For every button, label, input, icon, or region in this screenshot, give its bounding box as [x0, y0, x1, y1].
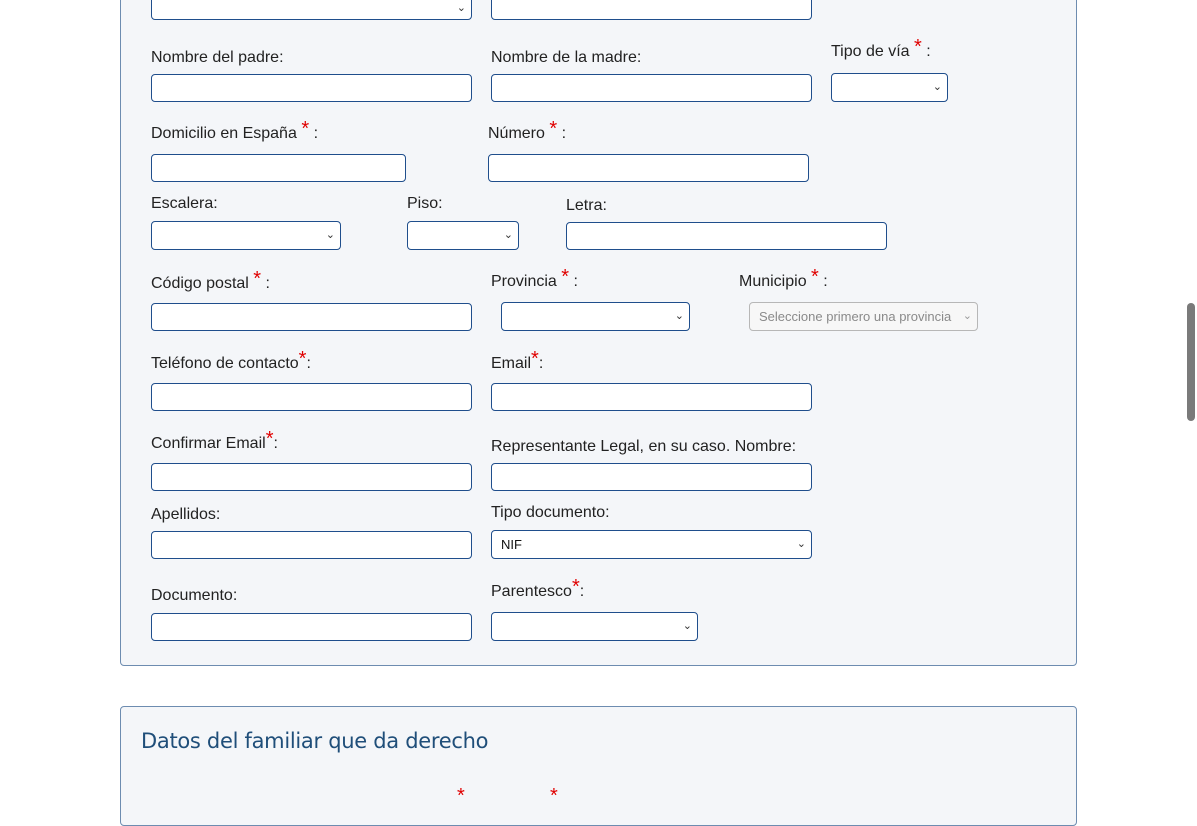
colon: :	[273, 435, 278, 452]
kinship-select[interactable]	[491, 612, 698, 641]
required-mark: *	[531, 348, 539, 370]
province-label-text: Provincia	[491, 273, 557, 290]
kinship-label	[491, 576, 585, 601]
family-member-panel	[120, 706, 1077, 826]
street-type-label	[831, 36, 931, 61]
mother-name-label: Nombre de la madre:	[491, 49, 642, 66]
top-input[interactable]	[491, 0, 812, 20]
required-mark: *	[914, 36, 922, 58]
email-input[interactable]	[491, 383, 812, 411]
father-name-input[interactable]	[151, 74, 472, 102]
doc-type-label: Tipo documento:	[491, 504, 610, 521]
colon: :	[538, 355, 544, 372]
province-label	[491, 266, 578, 291]
street-type-select[interactable]	[831, 73, 948, 102]
top-select[interactable]	[151, 0, 472, 20]
required-mark: *	[571, 576, 580, 598]
chevron-down-icon: ⌄	[682, 620, 692, 632]
required-mark: *	[457, 785, 465, 807]
colon: :	[313, 125, 319, 142]
document-label: Documento:	[151, 587, 238, 604]
required-mark: *	[301, 118, 310, 140]
required-mark: *	[550, 785, 558, 807]
colon: :	[265, 275, 270, 292]
phone-label-text: Teléfono de contacto	[151, 355, 299, 372]
confirm-email-label	[151, 428, 278, 453]
required-mark: *	[811, 266, 819, 288]
letter-label: Letra:	[566, 197, 607, 214]
colon: :	[306, 355, 311, 372]
municipality-select[interactable]	[749, 302, 978, 331]
confirm-email-label-text: Confirmar Email	[151, 435, 266, 452]
email-label-text: Email	[491, 355, 532, 372]
colon: :	[823, 273, 828, 290]
chevron-down-icon: ⌄	[932, 81, 942, 93]
colon: :	[573, 273, 578, 290]
municipality-label-text: Municipio	[739, 273, 807, 290]
scrollbar-thumb[interactable]	[1187, 303, 1195, 421]
phone-label	[151, 348, 311, 373]
street-type-label-text: Tipo de vía	[831, 43, 910, 60]
domicile-label	[151, 118, 319, 143]
staircase-select[interactable]	[151, 221, 341, 250]
postal-code-input[interactable]	[151, 303, 472, 331]
floor-select[interactable]	[407, 221, 519, 250]
chevron-down-icon: ⌄	[456, 2, 466, 14]
colon: :	[579, 583, 585, 600]
required-mark: *	[549, 118, 558, 140]
legal-rep-label: Representante Legal, en su caso. Nombre:	[491, 438, 797, 455]
chevron-down-icon: ⌄	[962, 310, 972, 322]
chevron-down-icon: ⌄	[325, 229, 335, 241]
surnames-input[interactable]	[151, 531, 472, 559]
kinship-label-text: Parentesco	[491, 583, 572, 600]
legal-rep-name-input[interactable]	[491, 463, 812, 491]
staircase-label: Escalera:	[151, 195, 218, 212]
section-title: Datos del familiar que da derecho	[141, 729, 489, 753]
municipality-label	[739, 266, 828, 291]
applicant-data-panel	[120, 0, 1077, 666]
email-label	[491, 348, 544, 373]
mother-name-input[interactable]	[491, 74, 812, 102]
surnames-label: Apellidos:	[151, 506, 221, 523]
letter-input[interactable]	[566, 222, 887, 250]
municipality-placeholder: Seleccione primero una provincia	[759, 309, 952, 324]
required-mark: *	[253, 268, 262, 290]
required-mark: *	[298, 348, 307, 370]
required-mark: *	[561, 266, 570, 288]
colon: :	[926, 43, 931, 60]
province-select[interactable]	[501, 302, 690, 331]
confirm-email-input[interactable]	[151, 463, 472, 491]
chevron-down-icon: ⌄	[796, 538, 806, 550]
number-label-text: Número	[488, 125, 545, 142]
document-input[interactable]	[151, 613, 472, 641]
number-label	[488, 118, 567, 143]
domicile-label-text: Domicilio en España	[151, 125, 297, 142]
floor-label: Piso:	[407, 195, 443, 212]
colon: :	[561, 125, 567, 142]
phone-input[interactable]	[151, 383, 472, 411]
chevron-down-icon: ⌄	[674, 310, 684, 322]
number-input[interactable]	[488, 154, 809, 182]
postal-code-label-text: Código postal	[151, 275, 249, 292]
father-name-label: Nombre del padre:	[151, 49, 284, 66]
domicile-input[interactable]	[151, 154, 406, 182]
chevron-down-icon: ⌄	[503, 229, 513, 241]
postal-code-label	[151, 268, 270, 293]
required-mark: *	[265, 428, 274, 450]
doc-type-value: NIF	[501, 537, 522, 552]
doc-type-select[interactable]	[491, 530, 812, 559]
